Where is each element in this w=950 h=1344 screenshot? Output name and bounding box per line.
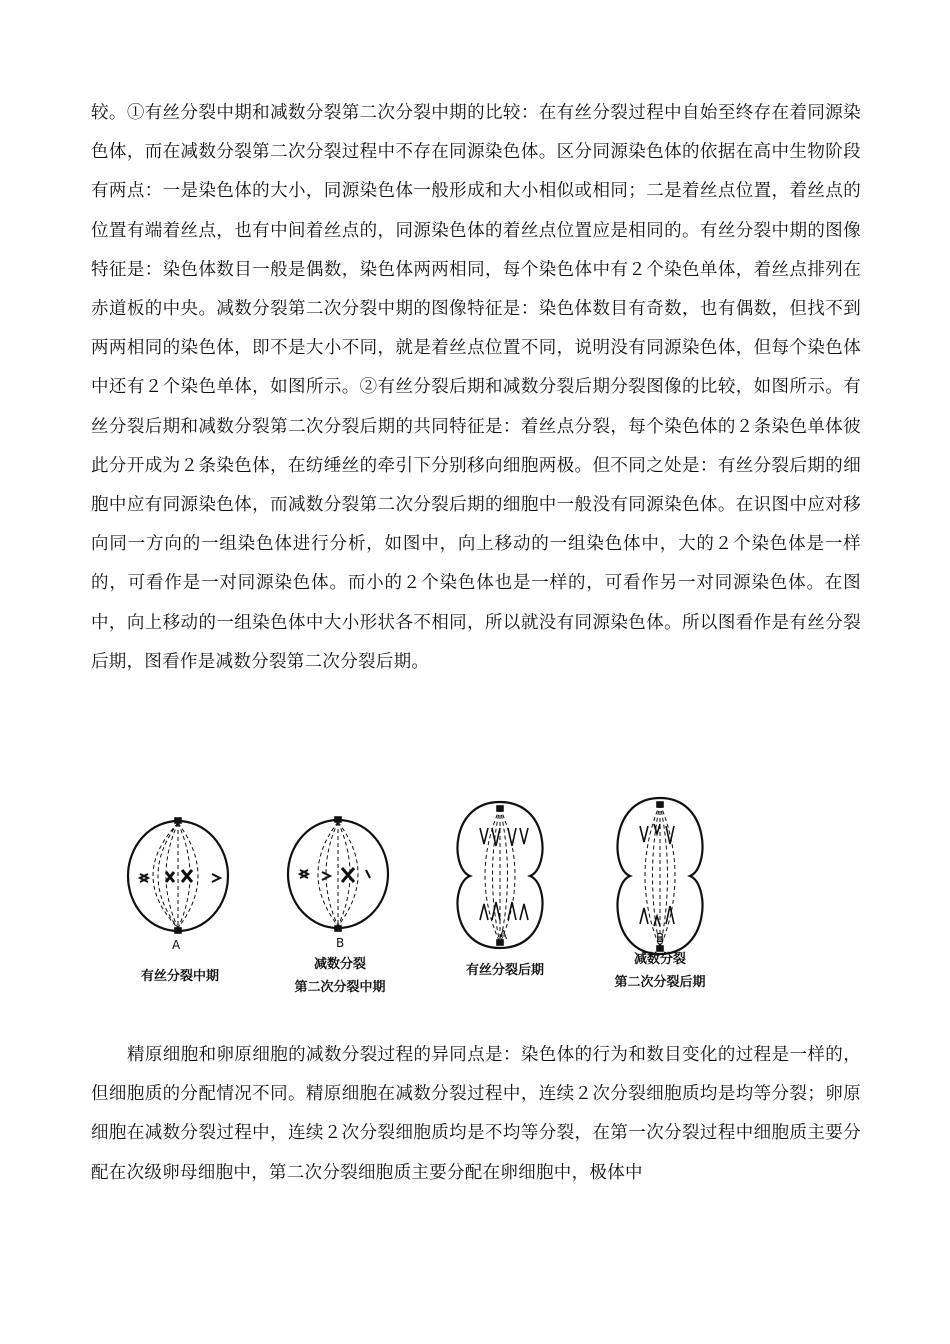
body-paragraph-1: 较。①有丝分裂中期和减数分裂第二次分裂中期的比较：在有丝分裂过程中自始至终存在着同源染色体，而在减数分裂第二次分裂过程中不存在同源染色体。区分同源染色体的依据在高中生物阶段有两点：一是染色体的大小，同源染色体一般形成和大小相似或相同；二是着丝点位置，着丝点的位置有端着丝点，也有中间着丝点的，同源染色体的着丝点位置应是相同的。有丝分裂中期的图像特征是：染色体数目一般是偶数，染色体两两相同，每个染色体中有２个染色单体，着丝点排列在赤道板的中央。减数分裂第二次分裂中期的图像特征是：染色体数目有奇数，也有偶数，但找不到两两相同的染色体，即不是大小不同，就是着丝点位置不同，说明没有同源染色体，但每个染色体中还有２个染色单体，如图所示。②有丝分裂后期和减数分裂后期分裂图像的比较，如图所示。有丝分裂后期和减数分裂第二次分裂后期的共同特征是：着丝点分裂，每个染色体的２条染色单体彼此分开成为２条染色体，在纺缍丝的牵引下分别移向细胞两极。但不同之处是：有丝分裂后期的细胞中应有同源染色体，而减数分裂第二次分裂后期的细胞中一般没有同源染色体。在识图中应对移向同一方向的一组染色体进行分析，如图中，向上移动的一组染色体中，大的２个染色体是一样的，可看作是一对同源染色体。而小的２个染色体也是一样的，可看作另一对同源染色体。在图中，向上移动的一组染色体中大小形状各不相同，所以就没有同源染色体。所以图看作是有丝分裂后期，图看作是减数分裂第二次分裂后期。	[91, 103, 861, 672]
body-paragraph-2: 精原细胞和卵原细胞的减数分裂过程的异同点是：染色体的行为和数目变化的过程是一样的，但细胞质的分配情况不同。精原细胞在减数分裂过程中，连续２次分裂细胞质均是均等分裂；卵原细胞在减数分裂过程中，连续２次分裂细胞质均是不均等分裂，在第一次分裂过程中细胞质主要分配在次级卵母细胞中，第二次分裂细胞质主要分配在卵细胞中，极体中	[91, 1045, 861, 1183]
cell-diagram-meiosis-ii-metaphase	[288, 817, 388, 931]
panel-3-caption: 有丝分裂后期	[465, 963, 544, 978]
panel-1-caption: 有丝分裂中期	[140, 969, 219, 984]
cell-diagram-mitosis-metaphase	[128, 818, 228, 933]
panel-4-letter: B	[656, 931, 665, 945]
panel-2-caption-line-1: 减数分裂	[313, 957, 366, 972]
panel-2-letter: B	[336, 936, 345, 950]
panel-3-letter: A	[499, 928, 508, 942]
cell-division-figure	[120, 788, 740, 998]
cell-diagram-mitosis-anaphase	[458, 802, 543, 948]
panel-4-caption-line-2: 第二次分裂后期	[614, 975, 706, 990]
panel-4-caption-line-1: 减数分裂	[633, 952, 686, 967]
panel-2-caption-line-2: 第二次分裂中期	[294, 980, 386, 995]
panel-1-letter: A	[172, 938, 181, 952]
